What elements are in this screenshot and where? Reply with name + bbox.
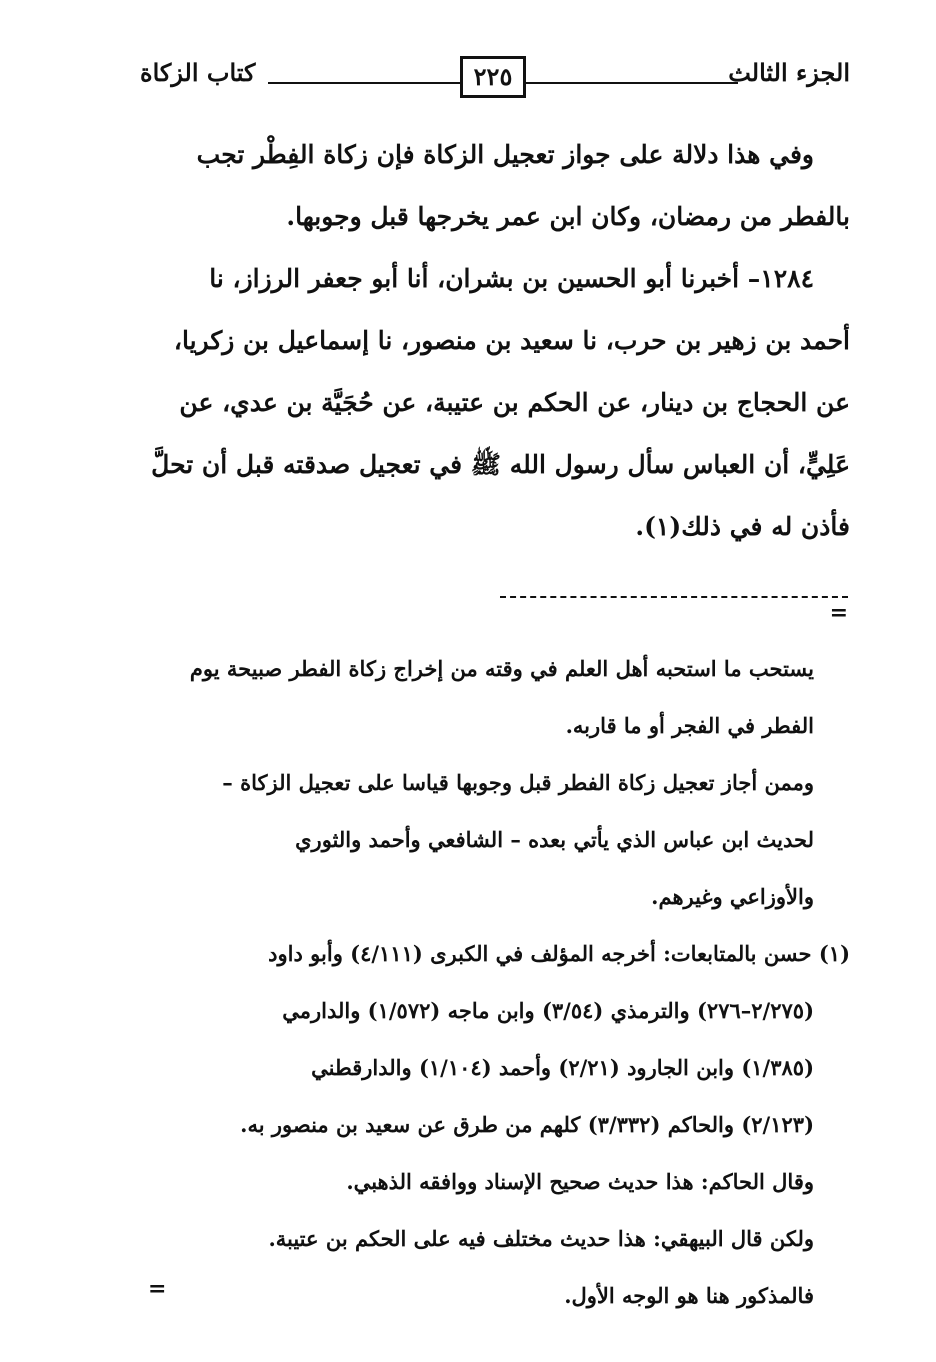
- text-line: فأذن له في ذلك(١).: [635, 512, 850, 541]
- footnote-line: وقال الحاكم: هذا حديث صحيح الإسناد ووافقه الذهبي.: [346, 1169, 814, 1194]
- footnote-line: الفطر في الفجر أو ما قاربه.: [565, 713, 814, 738]
- book-title: كتاب الزكاة: [140, 58, 256, 87]
- footnote-line: (٢/٢٧٥–٢٧٦) والترمذي (٣/٥٤) وابن ماجه (١/٥٧٢) والدارمي: [282, 998, 814, 1023]
- part-title: الجزء الثالث: [728, 58, 850, 87]
- text-line: أحمد بن زهير بن حرب، نا سعيد بن منصور، نا إسماعيل بن زكريا،: [173, 326, 850, 355]
- footnote-line: ولكن قال البيهقي: هذا حديث مختلف فيه على الحكم بن عتيبة.: [268, 1226, 814, 1251]
- footnote-line: والأوزاعي وغيرهم.: [651, 884, 814, 909]
- page-number: ٢٢٥: [460, 56, 526, 98]
- text-line: ١٢٨٤– أخبرنا أبو الحسين بن بشران، أنا أبو جعفر الرزاز، نا: [209, 264, 814, 293]
- main-text: [138, 124, 850, 558]
- text-line: عَلِيٍّ، أن العباس سأل رسول الله ﷺ في تعجيل صدقته قبل أن تحلَّ: [151, 450, 850, 479]
- footnote-line: (١) حسن بالمتابعات: أخرجه المؤلف في الكبرى (٤/١١١) وأبو داود: [268, 941, 850, 966]
- footnote-line: (١/٣٨٥) وابن الجارود (٢/٢١) وأحمد (١/١٠٤) والدارقطني: [311, 1055, 814, 1080]
- text-line: وفي هذا دلالة على جواز تعجيل الزكاة فإن زكاة الفِطْر تجب: [196, 140, 814, 169]
- header-rule-left: [268, 82, 606, 84]
- footnote-separator: [500, 596, 848, 598]
- footnote-line: يستحب ما استحبه أهل العلم في وقته من إخراج زكاة الفطر صبيحة يوم: [189, 656, 814, 681]
- footnotes: [138, 640, 850, 1324]
- footnote-line: فالمذكور هنا هو الوجه الأول.: [564, 1283, 814, 1308]
- text-line: عن الحجاج بن دينار، عن الحكم بن عتيبة، عن حُجَيَّة بن عدي، عن: [179, 388, 850, 417]
- continuation-mark-top: =: [829, 600, 848, 626]
- footnote-line: لحديث ابن عباس الذي يأتي بعده – الشافعي وأحمد والثوري: [295, 827, 814, 852]
- page-header: [140, 52, 850, 102]
- continuation-mark-bottom: =: [148, 1276, 167, 1302]
- footnote-line: وممن أجاز تعجيل زكاة الفطر قبل وجوبها قياسا على تعجيل الزكاة –: [222, 770, 814, 795]
- footnote-line: (٢/١٢٣) والحاكم (٣/٣٣٢) كلهم من طرق عن سعيد بن منصور به.: [240, 1112, 814, 1137]
- text-line: بالفطر من رمضان، وكان ابن عمر يخرجها قبل وجوبها.: [286, 202, 850, 231]
